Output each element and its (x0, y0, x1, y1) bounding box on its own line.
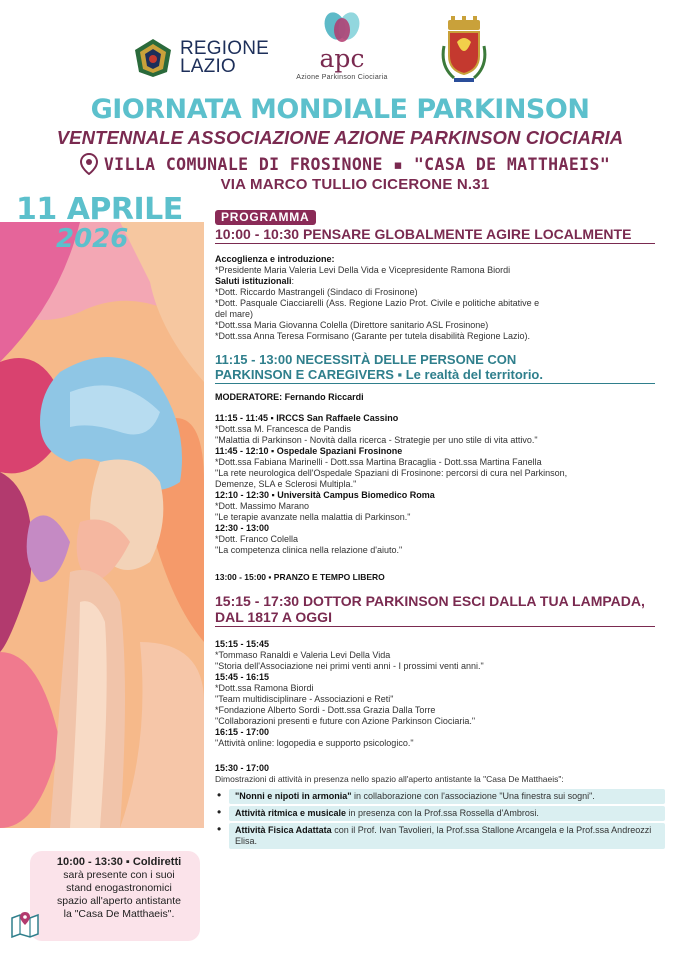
map-pin-icon (80, 153, 98, 175)
talk-line: "Storia dell'Associazione nei primi venti anni - I prossimi venti anni." (215, 661, 484, 671)
talk-time: 15:15 - 15:45 (215, 639, 270, 649)
saluti-line: del mare) (215, 309, 254, 319)
talk-line: *Dott. Franco Colella (215, 534, 299, 544)
regione-line1: REGIONE (180, 38, 270, 59)
date-day-month: 11 APRILE (16, 192, 183, 227)
moderatore: MODERATORE: Fernando Riccardi (215, 392, 364, 402)
bullet-bold: Attività Fisica Adattata (235, 825, 332, 835)
demo-bullet (229, 806, 665, 821)
program (215, 210, 655, 851)
talk-time: 12:30 - 13:00 (215, 523, 270, 533)
header-logos (0, 8, 680, 88)
bullet-bold: Attività ritmica e musicale (235, 808, 347, 818)
talk-time: 11:15 - 11:45 ▪ IRCCS San Raffaele Cassino (215, 413, 399, 423)
talk-time: 12:10 - 12:30 ▪ Università Campus Biomedico Roma (215, 490, 435, 500)
coldiretti-line: stand enogastronomici (66, 882, 172, 894)
intro-title: Accoglienza e introduzione: (215, 254, 335, 264)
demo-bullets (229, 789, 665, 849)
demo-bullet (229, 823, 665, 849)
talk-line: *Dott.ssa M. Francesca de Pandis (215, 424, 352, 434)
coldiretti-line: spazio all'aperto antistante (56, 895, 181, 907)
talk-line: *Dott.ssa Fabiana Marinelli - Dott.ssa Martina Bracaglia - Dott.ssa Martina Fanella (215, 457, 542, 467)
apc-subtitle: Azione Parkinson Ciociaria (296, 74, 388, 81)
demo-time: 15:30 - 17:00 (215, 763, 270, 773)
talk-line: "La rete neurologica dell'Ospedale Spaziani di Frosinone: percorsi di cura nel Parkinson, (215, 468, 568, 478)
apc-logo (296, 8, 388, 81)
map-icon (10, 910, 40, 938)
regione-lazio-text (180, 40, 269, 76)
coldiretti-line: la "Casa De Matthaeis". (63, 908, 175, 920)
talk-time: 15:45 - 16:15 (215, 672, 270, 682)
main-title: GIORNATA MONDIALE PARKINSON (90, 94, 590, 125)
section1-heading: 10:00 - 10:30 PENSARE GLOBALMENTE AGIRE LOCALMENTE (215, 226, 655, 244)
section3-heading-line2: DAL 1817 A OGGI (215, 609, 332, 625)
hands-artwork (0, 222, 204, 828)
talk-line: *Fondazione Alberto Sordi - Dott.ssa Grazia Dalla Torre (215, 705, 436, 715)
address: VIA MARCO TULLIO CICERONE N.31 (220, 176, 490, 193)
talk-line: "Collaborazioni presenti e future con Azione Parkinson Ciociaria." (215, 716, 476, 726)
saluti-line: *Dott. Riccardo Mastrangeli (Sindaco di Frosinone) (215, 287, 418, 297)
saluti-colon: : (291, 276, 295, 286)
saluti-line: *Dott.ssa Maria Giovanna Colella (Direttore sanitario ASL Frosinone) (215, 320, 489, 330)
lunch-break: 13:00 - 15:00 ▪ PRANZO E TEMPO LIBERO (215, 572, 385, 582)
demo-bullet (229, 789, 665, 804)
talk-time: 11:45 - 12:10 ▪ Ospedale Spaziani Frosinone (215, 446, 403, 456)
apc-flower-icon (322, 8, 362, 48)
section3-heading (215, 593, 655, 627)
talk-time: 16:15 - 17:00 (215, 727, 270, 737)
talk-line: "Attività online: logopedia e supporto psicologico." (215, 738, 414, 748)
demo-intro: Dimostrazioni di attività in presenza nello spazio all'aperto antistante la "Casa De Matthaeis": (215, 774, 564, 784)
talk-line: *Dott.ssa Ramona Biordi (215, 683, 314, 693)
sub-title: VENTENNALE ASSOCIAZIONE AZIONE PARKINSON CIOCIARIA (56, 127, 624, 148)
section3-heading-line1: 15:15 - 17:30 DOTTOR PARKINSON ESCI DALLA TUA LAMPADA, (215, 593, 645, 609)
bullet-bold: "Nonni e nipoti in armonia" (235, 791, 352, 801)
coldiretti-line: sarà presente con i suoi (63, 869, 175, 881)
location-line (20, 153, 670, 175)
section2-heading (215, 352, 655, 384)
talk-line: "Le terapie avanzate nella malattia di Parkinson." (215, 512, 411, 522)
saluti-line: *Dott.ssa Anna Teresa Formisano (Garante per tutela disabilità Regione Lazio). (215, 331, 531, 341)
apc-letters: apc (319, 44, 365, 73)
section2-heading-line1: 11:15 - 13:00 NECESSITÀ DELLE PERSONE CON (215, 352, 517, 367)
location-text: VILLA COMUNALE DI FROSINONE ▪ "CASA DE MATTHAEIS" (103, 154, 611, 174)
talk-line: *Dott. Massimo Marano (215, 501, 310, 511)
talk-line: "Malattia di Parkinson - Novità dalla ricerca - Strategie per uno stile di vita attivo." (215, 435, 538, 445)
coldiretti-title: 10:00 - 13:30 ▪ Coldiretti (56, 856, 182, 868)
saluti-line: *Dott. Pasquale Ciacciarelli (Ass. Regione Lazio Prot. Civile e politiche abitative e (215, 298, 540, 308)
coldiretti-box (30, 851, 200, 941)
frosinone-crest-icon (440, 16, 488, 86)
regione-lazio-logo (134, 38, 269, 78)
bullet-text: in collaborazione con l'associazione "Una finestra sui sogni". (351, 791, 595, 801)
program-tag: PROGRAMMA (215, 210, 316, 225)
date-year: 2026 (56, 224, 129, 254)
regione-lazio-emblem-icon (134, 38, 172, 78)
regione-line2: LAZIO (180, 56, 236, 77)
bullet-text: con il Prof. Ivan Tavolieri, la Prof.ssa Stallone Arcangela e la Prof.ssa Andreozzi Elisa. (235, 825, 652, 846)
saluti-title: Saluti istituzionali (215, 276, 292, 286)
talk-line: Demenze, SLA e Sclerosi Multipla." (215, 479, 357, 489)
talk-line: *Tommaso Ranaldi e Valeria Levi Della Vida (215, 650, 391, 660)
intro-line: *Presidente Maria Valeria Levi Della Vida e Vicepresidente Ramona Biordi (215, 265, 511, 275)
section2-heading-line2: PARKINSON E CAREGIVERS ▪ Le realtà del territorio. (215, 367, 543, 382)
talk-line: "Team multidisciplinare - Associazioni e Reti" (215, 694, 394, 704)
bullet-text: in presenza con la Prof.ssa Rossella d'Ambrosi. (346, 808, 539, 818)
talk-line: "La competenza clinica nella relazione d'aiuto." (215, 545, 403, 555)
